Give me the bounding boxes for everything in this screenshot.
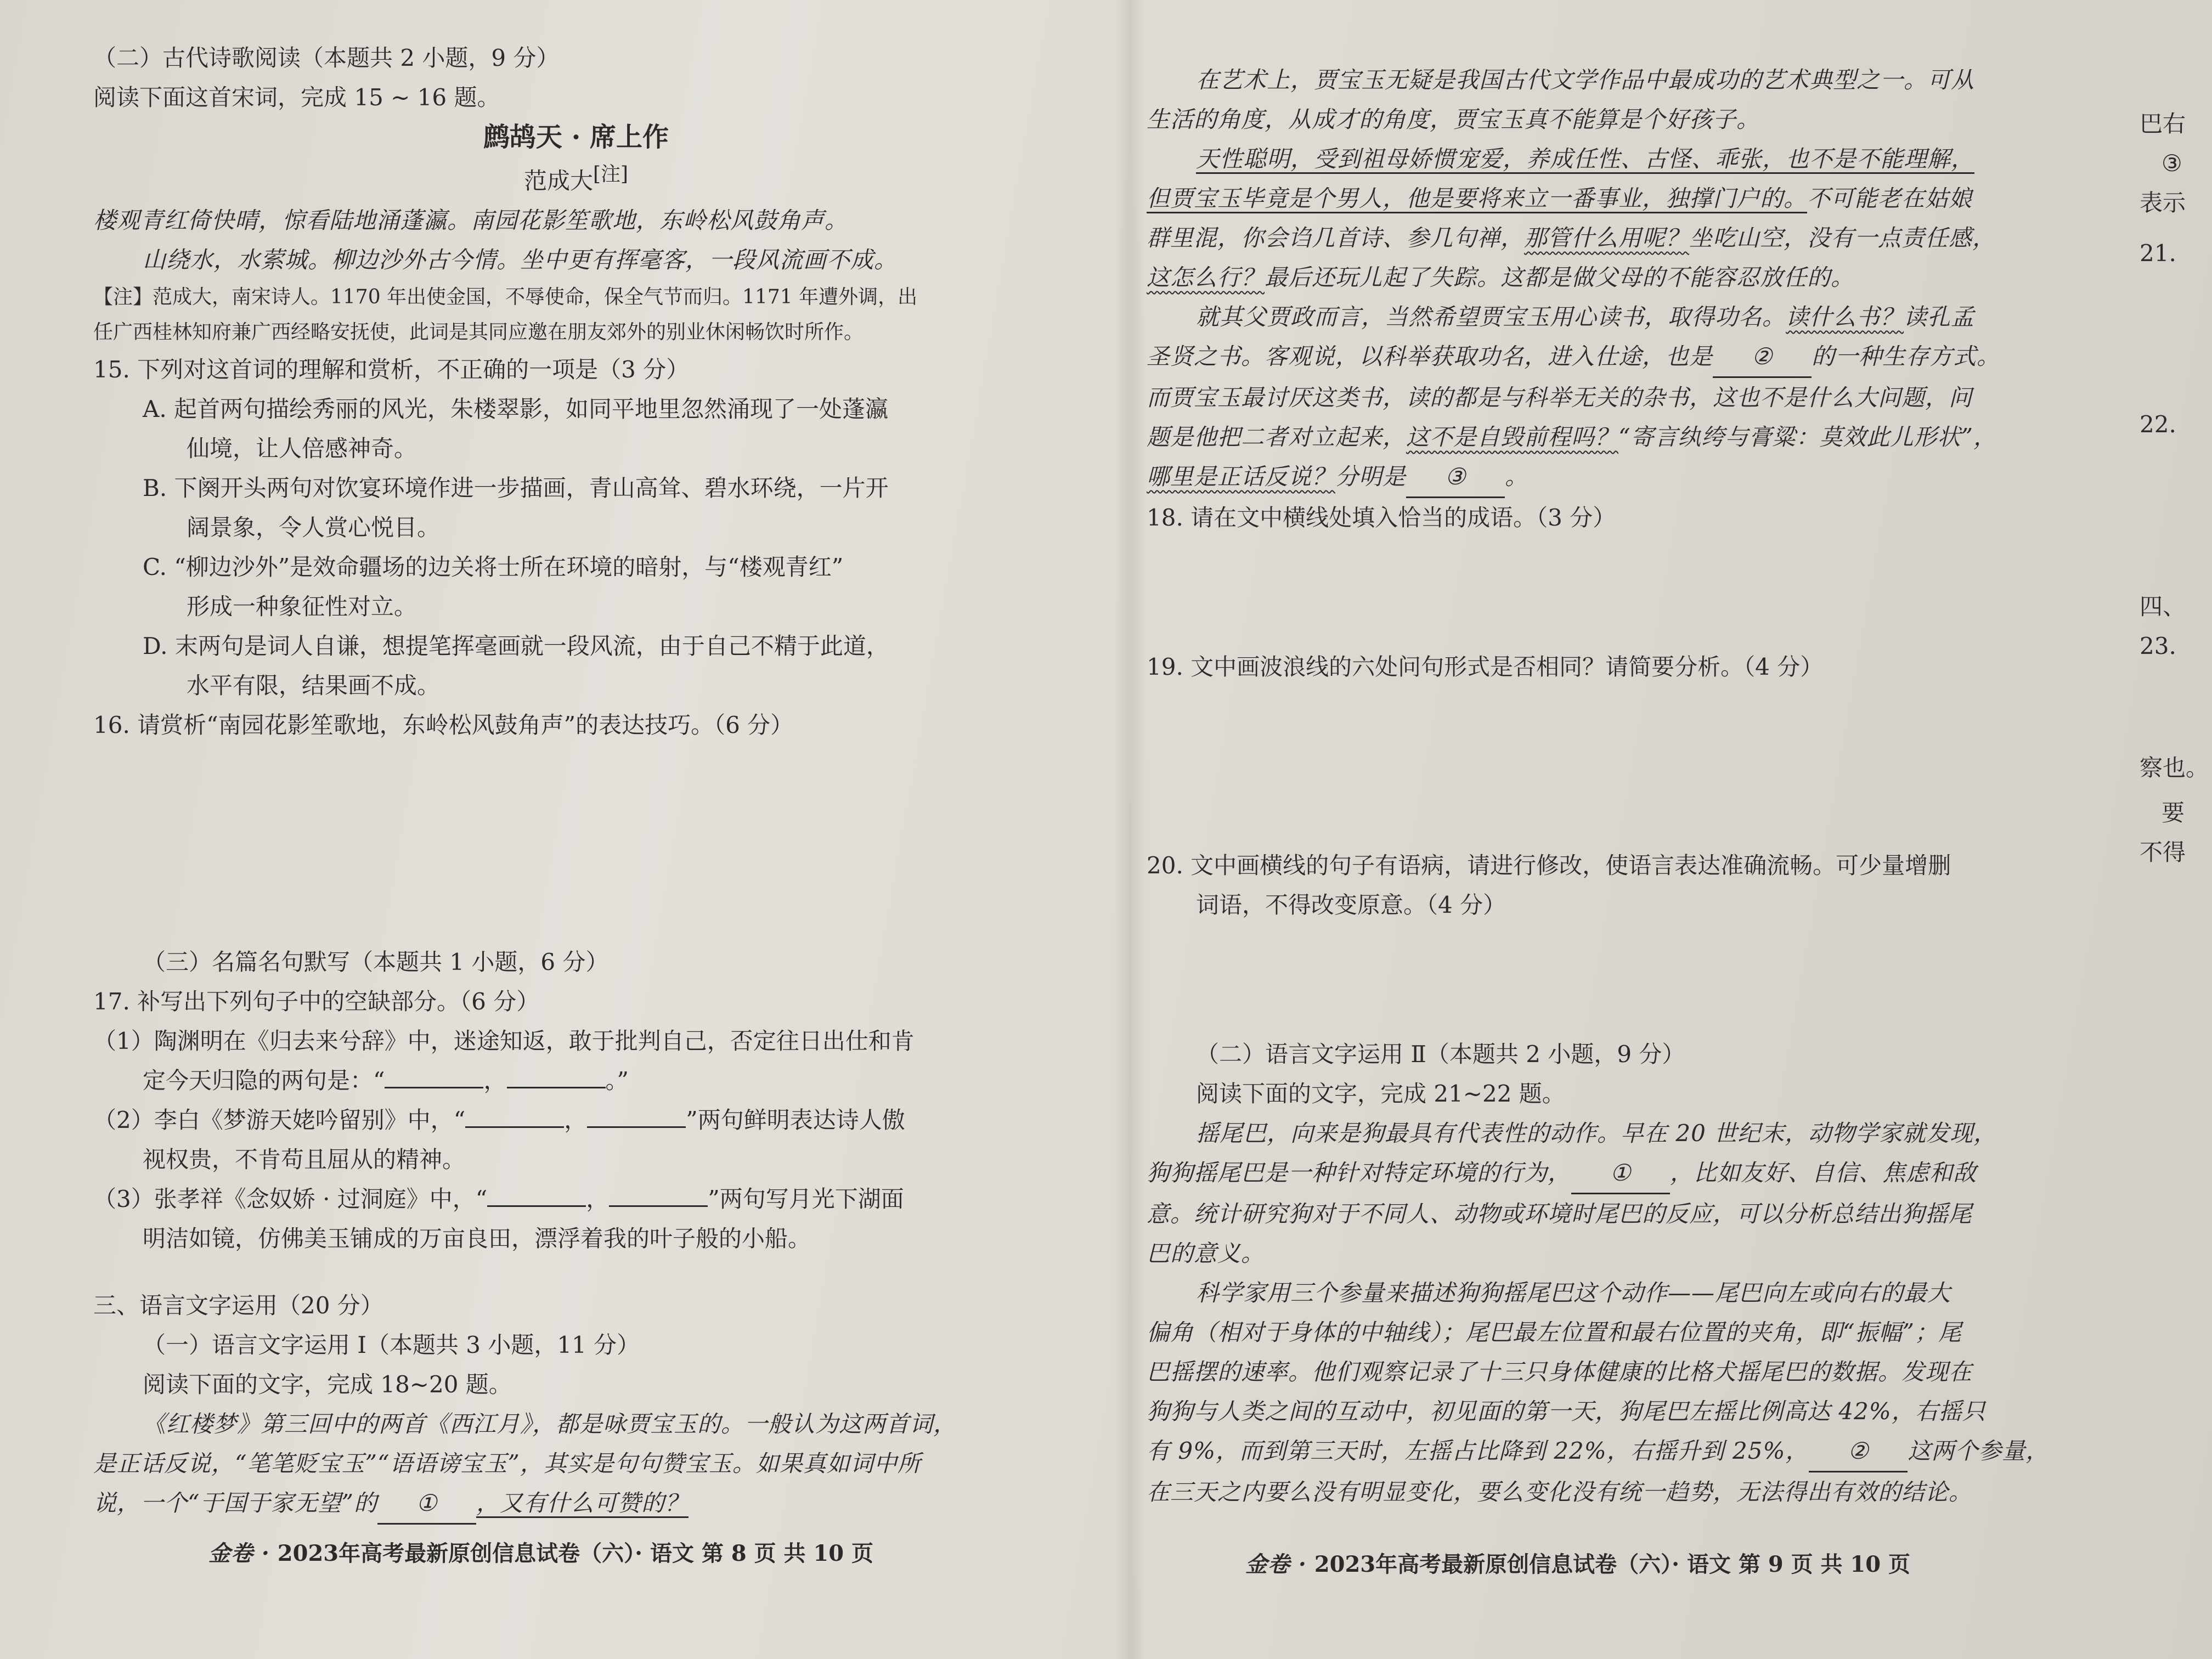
poem-note-2: 任广西桂林知府兼广西经略安抚使，此词是其同应邀在朋友郊外的别业休闲畅饮时所作。 [93, 321, 864, 343]
edge-line-3: 表示 [2140, 189, 2186, 216]
poem-author-note: [注] [592, 163, 629, 185]
q20-answer-space [1147, 925, 2057, 1035]
q17-2-blank-2[interactable] [587, 1126, 686, 1128]
edge-line-9: 不得 [2140, 839, 2186, 866]
left-page-footer [208, 1536, 873, 1567]
q19-stem: 19. 文中画波浪线的六处问句形式是否相同？请简要分析。（4 分） [1147, 653, 1824, 680]
passage2-line-9: 有 9%，而到第三天时，左摇占比降到 22%，右摇升到 25%， ② 这两个参量， [1147, 1431, 2057, 1472]
q15-stem: 15. 下列对这首词的理解和赏析，不正确的一项是（3 分） [93, 356, 690, 383]
right-page-footer [1245, 1547, 1910, 1578]
passage2-line-3: 意。统计研究狗对于不同人、动物或环境时尾巴的反应，可以分析总结出狗摇尾 [1147, 1200, 1973, 1227]
q17-1-blank-1[interactable] [385, 1087, 483, 1088]
passage1-p3-line-1: 就其父贾政而言，当然希望贾宝玉用心读书，取得功名。读什么书？读孔孟 [1196, 303, 1975, 330]
q17-3-line-2: 明洁如镜，仿佛美玉铺成的万亩良田，漂浮着我的叶子般的小船。 [143, 1225, 811, 1252]
q20-stem-1: 20. 文中画横线的句子有语病，请进行修改，使语言表达准确流畅。可少量增删 [1147, 852, 1951, 879]
edge-line-5: 22. [2140, 411, 2176, 438]
edge-line-4: 21. [2140, 240, 2176, 267]
passage2-line-5: 科学家用三个参量来描述狗狗摇尾巴这个动作——尾巴向左或向右的最大 [1196, 1279, 1951, 1306]
left-page [93, 38, 1059, 1525]
right-page [1147, 60, 2057, 1512]
passage1-p2-line-2: 但贾宝玉毕竟是个男人，他是要将来立一番事业，独撑门户的。不可能老在姑娘 [1147, 185, 1973, 212]
passage1-p3-line-5: 哪里是正话反说？分明是 ③ 。 [1147, 457, 2057, 498]
page-fold-shadow [1114, 0, 1147, 1659]
passage2-line-1: 摇尾巴，向来是狗最具有代表性的动作。早在 20 世纪末，动物学家就发现， [1196, 1120, 1997, 1147]
passage2-blank-2[interactable]: ② [1809, 1431, 1908, 1472]
q18-answer-space [1147, 538, 2057, 647]
q17-1-line-1: （1）陶渊明在《归去来兮辞》中，迷途知返，敢于批判自己，否定往日出仕和肯 [93, 1028, 915, 1054]
q15-option-d-1: D. 末两句是词人自谦，想提笔挥毫画就一段风流，由于自己不精于此道， [143, 633, 889, 659]
section-poetry-header: （二）古代诗歌阅读（本题共 2 小题，9 分） [93, 44, 560, 71]
q17-2-blank-1[interactable] [465, 1126, 564, 1128]
q20-stem-2: 词语，不得改变原意。（4 分） [1196, 891, 1506, 918]
passage1-p3-line-4: 题是他把二者对立起来，这不是自毁前程吗？“寄言纨绔与膏粱：莫效此儿形状”， [1147, 424, 1997, 450]
passage1-p2-line-1: 天性聪明，受到祖母娇惯宠爱，养成任性、古怪、乖张，也不是不能理解， [1196, 145, 1975, 172]
section2-header: （二）语言文字运用 Ⅱ（本题共 2 小题，9 分） [1196, 1041, 1685, 1068]
edge-line-10: 要 [2162, 799, 2185, 826]
passage1-p2-line-3: 群里混，你会诌几首诗、参几句禅，那管什么用呢？坐吃山空，没有一点责任感， [1147, 224, 1996, 251]
passage1-cont-line-2: 生活的角度，从成才的角度，贾宝玉真不能算是个好孩子。 [1147, 106, 1760, 133]
q17-1-line-2: 定今天归隐的两句是：“ ， 。” [143, 1067, 629, 1094]
poem-author-line [93, 157, 1059, 201]
poem-line-1: 楼观青红倚快晴，惊看陆地涌蓬瀛。南园花影笙歌地，东岭松风鼓角声。 [93, 207, 849, 234]
passage1-line-3: 说，一个“于国于家无望”的 ① ，又有什么可赞的？ [93, 1483, 1059, 1525]
edge-page [2140, 104, 2212, 872]
section2-instruction: 阅读下面的文字，完成 21~22 题。 [1196, 1080, 1565, 1107]
footer-text-right: 2023年高考最新原创信息试卷（六）· 语文 第 9 页 共 10 页 [1314, 1551, 1911, 1577]
footer-logo-left: 金卷 · [208, 1541, 270, 1566]
passage2-line-7: 巴摇摆的速率。他们观察记录了十三只身体健康的比格犬摇尾巴的数据。发现在 [1147, 1358, 1973, 1385]
passage1-p3-line-2: 圣贤之书。客观说，以科举获取功名，进入仕途，也是 ② 的一种生存方式。 [1147, 337, 2057, 378]
passage2-blank-1[interactable]: ① [1571, 1153, 1670, 1194]
q16-answer-space [93, 745, 1059, 882]
edge-line-2: ③ [2162, 150, 2182, 177]
footer-text-left: 2023年高考最新原创信息试卷（六）· 语文 第 8 页 共 10 页 [277, 1541, 874, 1566]
edge-line-8: 察也。 [2140, 754, 2209, 781]
passage2-line-4: 巴的意义。 [1147, 1240, 1265, 1267]
poem-note-1: 【注】范成大，南宋诗人。1170 年出使金国，不辱使命，保全气节而归。1171 年遭外调，出 [93, 286, 918, 308]
q18-stem: 18. 请在文中横线处填入恰当的成语。（3 分） [1147, 504, 1616, 531]
footer-logo-right: 金卷 · [1245, 1551, 1307, 1577]
passage2-line-2: 狗狗摇尾巴是一种针对特定环境的行为， ① ，比如友好、自信、焦虑和敌 [1147, 1153, 2057, 1194]
section3-subheader: （一）语言文字运用 Ⅰ（本题共 3 小题，11 分） [143, 1331, 640, 1358]
q17-3-blank-2[interactable] [609, 1205, 708, 1207]
q19-answer-space [1147, 687, 2057, 846]
q17-2-line-2: 视权贵，不肯苟且屈从的精神。 [143, 1146, 466, 1173]
passage1-p3-line-3: 而贾宝玉最讨厌这类书，读的都是与科举无关的杂书，这也不是什么大问题，问 [1147, 384, 1973, 411]
q17-stem: 17. 补写出下列句子中的空缺部分。（6 分） [93, 988, 540, 1015]
poetry-instruction: 阅读下面这首宋词，完成 15 ~ 16 题。 [93, 84, 500, 111]
section3-header: 三、语言文字运用（20 分） [93, 1292, 383, 1319]
passage2-line-8: 狗狗与人类之间的互动中，初见面的第一天，狗尾巴左摇比例高达 42%，右摇只 [1147, 1398, 1986, 1425]
q17-2-line-1: （2）李白《梦游天姥吟留别》中，“ ， ”两句鲜明表达诗人傲 [93, 1107, 905, 1133]
q17-1-blank-2[interactable] [507, 1087, 606, 1088]
passage2-line-10: 在三天之内要么没有明显变化，要么变化没有统一趋势，无法得出有效的结论。 [1147, 1479, 1973, 1505]
q15-option-a-2: 仙境，让人倍感神奇。 [187, 435, 417, 462]
q17-3-blank-1[interactable] [487, 1205, 586, 1207]
passage1-blank-3[interactable]: ③ [1406, 457, 1505, 498]
passage1-blank-2[interactable]: ② [1713, 337, 1812, 378]
passage1-p2-line-4: 这怎么行？最后还玩儿起了失踪。这都是做父母的不能容忍放任的。 [1147, 264, 1855, 291]
q15-option-a-1: A. 起首两句描绘秀丽的风光，朱楼翠影，如同平地里忽然涌现了一处蓬瀛 [143, 396, 889, 422]
passage2-line-6: 偏角（相对于身体的中轴线）；尾巴最左位置和最右位置的夹角，即“振幅”；尾 [1147, 1319, 1962, 1346]
passage1-line-1: 《红楼梦》第三回中的两首《西江月》，都是咏贾宝玉的。一般认为这两首词， [143, 1410, 957, 1437]
section3-instruction: 阅读下面的文字，完成 18~20 题。 [143, 1371, 512, 1398]
poem-author: 范成大 [523, 167, 593, 194]
q15-option-b-1: B. 下阕开头两句对饮宴环境作进一步描画，青山高耸、碧水环绕，一片开 [143, 475, 889, 501]
passage1-blank-1[interactable]: ① [377, 1483, 476, 1525]
section-recite-header: （三）名篇名句默写（本题共 1 小题，6 分） [143, 949, 609, 975]
poem-title: 鹧鸪天 · 席上作 [483, 122, 669, 153]
passage1-cont-line-1: 在艺术上，贾宝玉无疑是我国古代文学作品中最成功的艺术典型之一。可从 [1196, 66, 1975, 93]
q15-option-b-2: 阔景象，令人赏心悦目。 [187, 514, 441, 541]
q17-3-line-1: （3）张孝祥《念奴娇 · 过洞庭》中，“ ， ”两句写月光下湖面 [93, 1186, 904, 1212]
edge-line-1: 巴右 [2140, 110, 2186, 137]
edge-line-7: 23. [2140, 633, 2176, 659]
q15-option-c-1: C. “柳边沙外”是效命疆场的边关将士所在环境的暗射，与“楼观青红” [143, 554, 844, 580]
q15-option-c-2: 形成一种象征性对立。 [187, 593, 417, 620]
q15-option-d-2: 水平有限，结果画不成。 [187, 672, 441, 699]
poem-line-2: 山绕水，水萦城。柳边沙外古今情。坐中更有挥毫客，一段风流画不成。 [143, 246, 898, 273]
edge-line-6: 四、 [2140, 593, 2186, 620]
passage1-line-2: 是正话反说，“笔笔贬宝玉”“语语谤宝玉”，其实是句句赞宝玉。如果真如词中所 [93, 1450, 921, 1477]
q16-stem: 16. 请赏析“南园花影笙歌地，东岭松风鼓角声”的表达技巧。（6 分） [93, 712, 794, 738]
